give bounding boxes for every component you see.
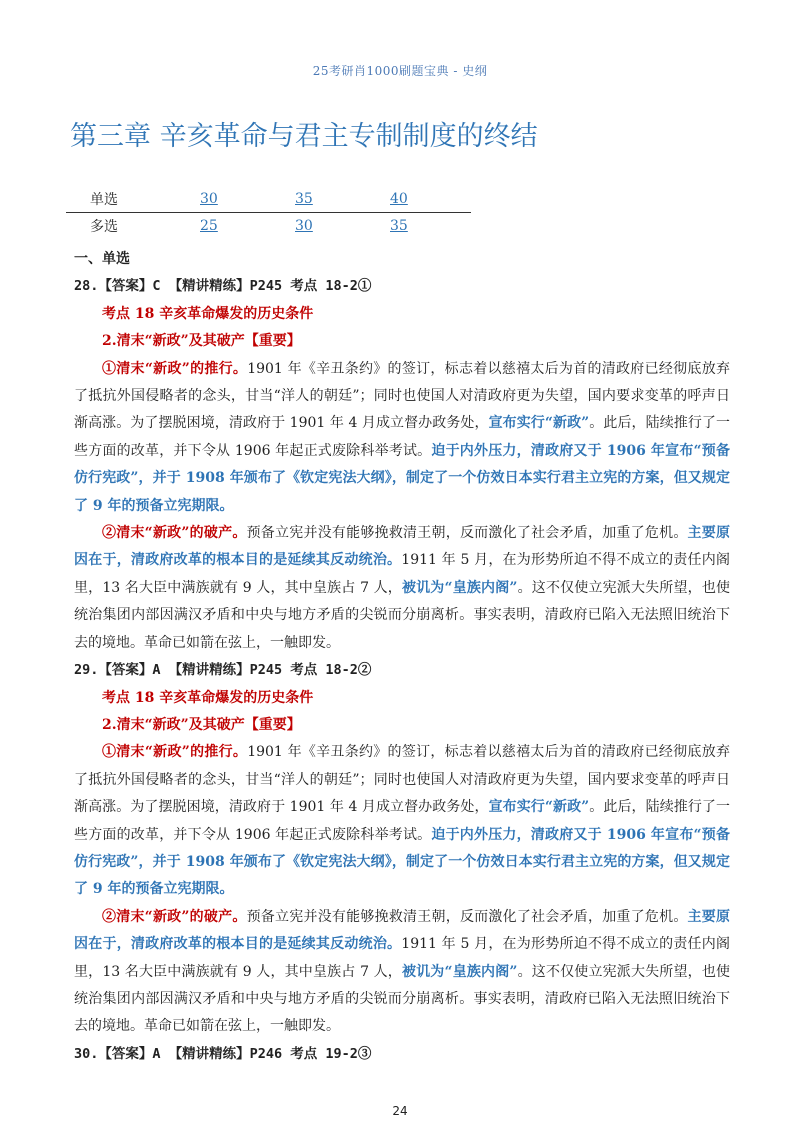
text-29-1a: 1901 年《辛丑条约》的签订，标志着以慈禧太后为首的清政府已经彻底放弃了抵抗外国侵略者的念头，甘当“洋人的朝廷”；同时也使国人对清政府更为失望，国内要求变革的呼声日渐高涨。为了摆脱困境，清政府于 1901 年 4 月成立督办政务处， [74, 744, 730, 816]
lead-28-2: ②清末“新政”的破产。 [102, 525, 247, 542]
text-29-2a: 预备立宪并没有能够挽救清王朝，反而激化了社会矛盾，加重了危机。 [246, 908, 688, 925]
subheading-29: 2.清末“新政”及其破产【重要】 [102, 716, 301, 733]
nav-row-multi [66, 213, 471, 240]
lead-29-1: ①清末“新政”的推行。 [102, 744, 248, 761]
highlight-28-1a: 宣布实行“新政” [488, 415, 590, 432]
nav-link-multi-3[interactable]: 35 [390, 218, 408, 234]
paragraph-28-2 [74, 520, 730, 657]
text-29-2b: 1911 年 5 月，在为形势所迫不得不成立的责任内阁里，13 名大臣中满族就有 9 人，其中皇族占 7 人， [74, 936, 731, 980]
text-29-2c: 。这不仅使立宪派大失所望，也使统治集团内部因满汉矛盾和中央与地方矛盾的尖锐而分崩离析。事实表明，清政府已陷入无法照旧统治下去的境地。革命已如箭在弦上，一触即发。 [74, 963, 730, 1035]
answer-content [74, 246, 730, 1068]
text-28-1b: 。此后，陆续推行了一些方面的改革，并下令从 1906 年起正式废除科举考试。 [74, 415, 731, 459]
nav-label-single: 单选 [66, 186, 186, 213]
lead-28-1: ①清末“新政”的推行。 [102, 360, 248, 377]
nav-link-single-2[interactable]: 35 [295, 191, 313, 207]
page-header: 25考研肖1000刷题宝典 - 史纲 [312, 64, 488, 78]
nav-link-single-1[interactable]: 30 [200, 191, 218, 207]
knowledge-point-28: 考点 18 辛亥革命爆发的历史条件 [102, 305, 314, 322]
section-title: 一、单选 [74, 251, 130, 267]
highlight-29-1a: 宣布实行“新政” [488, 799, 590, 816]
question-nav-table [66, 186, 471, 239]
nav-row-single [66, 186, 471, 213]
answer-line-30: 30.【答案】A 【精讲精练】P246 考点 19-2③ [74, 1045, 372, 1062]
subheading-28: 2.清末“新政”及其破产【重要】 [102, 333, 301, 350]
chapter-title: 第三章 辛亥革命与君主专制制度的终结 [70, 121, 538, 152]
nav-label-multi: 多选 [90, 219, 118, 235]
paragraph-29-2 [74, 904, 730, 1041]
nav-link-multi-2[interactable]: 30 [295, 218, 313, 234]
highlight-28-1b: 迫于内外压力，清政府又于 1906 年宣布“预备仿行宪政”，并于 1908 年颁布了《钦定宪法大纲》，制定了一个仿效日本实行君主立宪的方案，但又规定了 9 年的预备立宪期限。 [74, 442, 731, 514]
highlight-28-2b: 被讥为“皇族内阁” [401, 579, 518, 596]
highlight-29-2b: 被讥为“皇族内阁” [401, 963, 518, 980]
text-28-2b: 1911 年 5 月，在为形势所迫不得不成立的责任内阁里，13 名大臣中满族就有 9 人，其中皇族占 7 人， [74, 552, 731, 596]
paragraph-29-1 [74, 739, 730, 903]
page-number: 24 [392, 1104, 408, 1118]
nav-link-single-3[interactable]: 40 [390, 191, 408, 207]
nav-link-multi-1[interactable]: 25 [200, 218, 218, 234]
text-28-1a: 1901 年《辛丑条约》的签订，标志着以慈禧太后为首的清政府已经彻底放弃了抵抗外国侵略者的念头，甘当“洋人的朝廷”；同时也使国人对清政府更为失望，国内要求变革的呼声日渐高涨。为了摆脱困境，清政府于 1901 年 4 月成立督办政务处， [74, 360, 730, 432]
paragraph-28-1 [74, 356, 730, 520]
highlight-29-2a: 主要原因在于，清政府改革的根本目的是延续其反动统治。 [74, 908, 730, 953]
text-29-1b: 。此后，陆续推行了一些方面的改革，并下令从 1906 年起正式废除科举考试。 [74, 799, 731, 843]
answer-line-28: 28.【答案】C 【精讲精练】P245 考点 18-2① [74, 278, 372, 295]
highlight-28-2a: 主要原因在于，清政府改革的根本目的是延续其反动统治。 [74, 525, 730, 569]
highlight-29-1b: 迫于内外压力，清政府又于 1906 年宣布“预备仿行宪政”，并于 1908 年颁布了《钦定宪法大纲》，制定了一个仿效日本实行君主立宪的方案，但又规定了 9 年的预备立宪期限。 [74, 826, 731, 898]
text-28-2c: 。这不仅使立宪派大失所望，也使统治集团内部因满汉矛盾和中央与地方矛盾的尖锐而分崩离析。事实表明，清政府已陷入无法照旧统治下去的境地。革命已如箭在弦上，一触即发。 [74, 579, 730, 651]
text-28-2a: 预备立宪并没有能够挽救清王朝，反而激化了社会矛盾，加重了危机。 [246, 525, 688, 542]
answer-line-29: 29.【答案】A 【精讲精练】P245 考点 18-2② [74, 662, 372, 679]
lead-29-2: ②清末“新政”的破产。 [102, 908, 247, 925]
knowledge-point-29: 考点 18 辛亥革命爆发的历史条件 [102, 689, 314, 706]
